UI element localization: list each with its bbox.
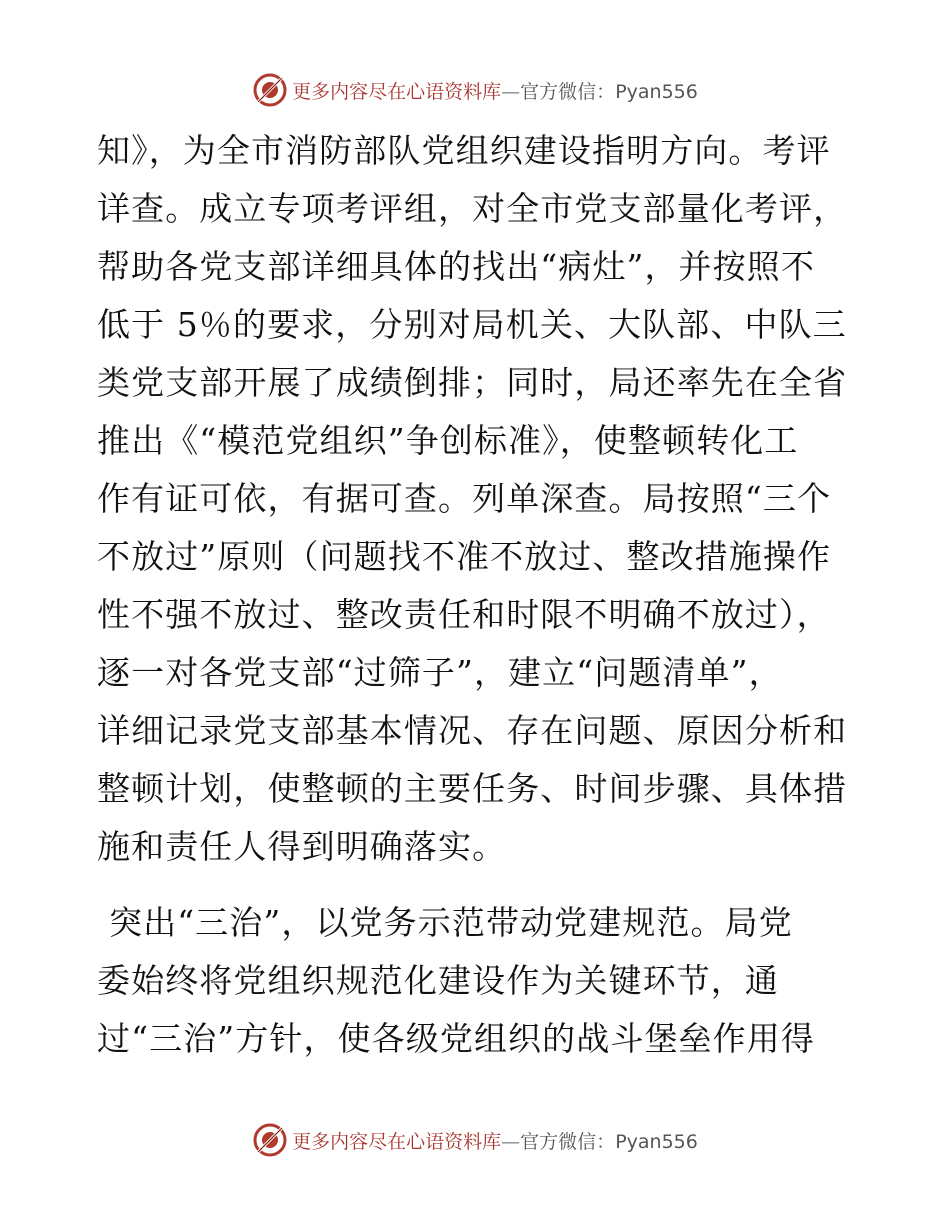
text-line: 施和责任人得到明确落实。	[97, 827, 507, 866]
text-line: 整顿计划，使整顿的主要任务、时间步骤、具体措	[97, 769, 848, 808]
watermark-wechat-label: 官方微信：	[520, 80, 616, 103]
logo-icon	[252, 1122, 288, 1158]
text-line: 委始终将党组织规范化建设作为关键环节，通	[97, 961, 779, 1000]
watermark-separator: —	[501, 1130, 521, 1153]
text-line: 知》，为全市消防部队党组织建设指明方向。考评	[97, 131, 831, 170]
text-line: 推出《“模范党组织”争创标准》，使整顿转化工	[97, 421, 799, 460]
watermark-wechat-id: Pyan556	[615, 1130, 698, 1153]
watermark-wechat-id: Pyan556	[615, 80, 698, 103]
text-line: 帮助各党支部详细具体的找出“病灶”，并按照不	[97, 247, 815, 286]
text-line: 过“三治”方针，使各级党组织的战斗堡垒作用得	[97, 1019, 815, 1058]
logo-icon	[252, 72, 288, 108]
text-line: 突出“三治”，以党务示范带动党建规范。局党	[109, 903, 793, 942]
text-line: 逐一对各党支部“过筛子”，建立“问题清单”，	[97, 653, 783, 692]
text-line: 低于 5％的要求，分别对局机关、大队部、中队三	[97, 305, 847, 344]
watermark-separator: —	[501, 80, 521, 103]
watermark-header	[0, 70, 950, 110]
document-body	[97, 122, 857, 1068]
watermark-site: 更多内容尽在心语资料库	[292, 1130, 502, 1153]
text-line: 详查。成立专项考评组，对全市党支部量化考评，	[97, 189, 848, 228]
paragraph-2	[97, 894, 857, 1068]
text-line: 详细记录党支部基本情况、存在问题、原因分析和	[97, 711, 848, 750]
watermark-wechat-label: 官方微信：	[520, 1130, 616, 1153]
watermark-site: 更多内容尽在心语资料库	[292, 80, 502, 103]
text-line: 不放过”原则（问题找不准不放过、整改措施操作	[97, 537, 832, 576]
watermark-footer	[0, 1120, 950, 1160]
text-line: 作有证可依，有据可查。列单深查。局按照“三个	[97, 479, 832, 518]
text-line: 类党支部开展了成绩倒排；同时，局还率先在全省	[97, 363, 848, 402]
text-line: 性不强不放过、整改责任和时限不明确不放过），	[97, 595, 831, 634]
paragraph-1	[97, 122, 857, 876]
